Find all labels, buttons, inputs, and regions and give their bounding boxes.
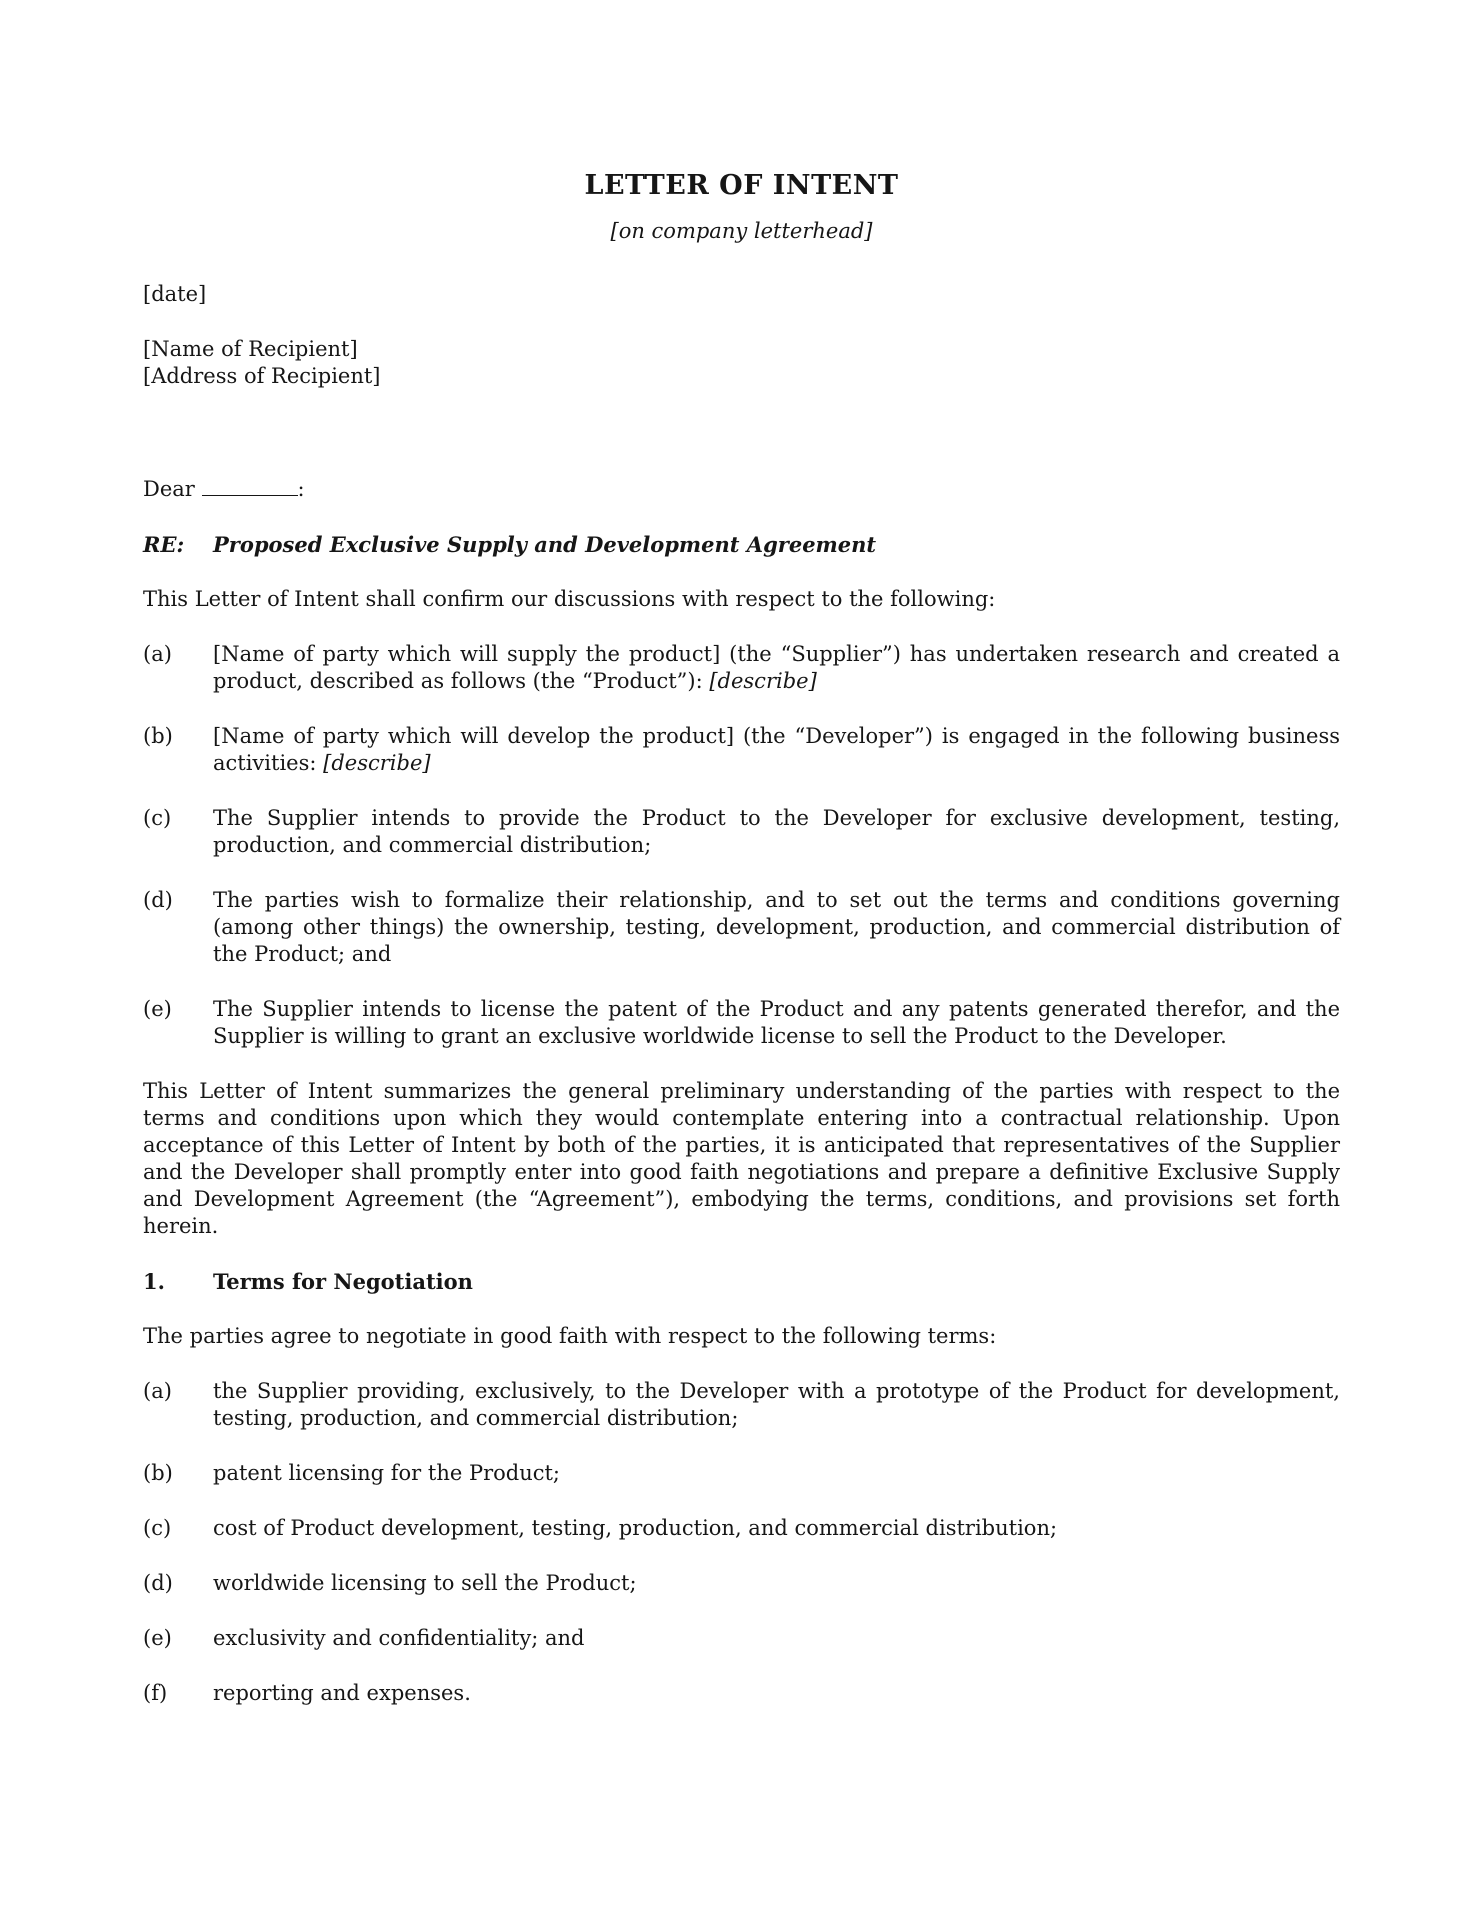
- term-text: exclusivity and confidentiality; and: [213, 1626, 585, 1650]
- document-header: [143, 170, 1340, 245]
- recital-label: (e): [143, 997, 172, 1021]
- term-label: (e): [143, 1626, 172, 1650]
- term-label: (c): [143, 1516, 172, 1540]
- term-item-e: [143, 1625, 1340, 1652]
- section-1-heading: [143, 1268, 1340, 1295]
- term-item-a: [143, 1378, 1340, 1432]
- recital-item-e: [143, 996, 1340, 1050]
- recital-label: (a): [143, 642, 172, 666]
- salutation-blank-line: [202, 474, 298, 496]
- re-label: RE:: [143, 532, 185, 557]
- intro-paragraph: This Letter of Intent shall confirm our discussions with respect to the following:: [143, 587, 996, 611]
- term-label: (a): [143, 1379, 172, 1403]
- section-number: 1.: [143, 1269, 165, 1294]
- recital-item-b: [143, 723, 1340, 777]
- letterhead-note: [on company letterhead]: [610, 219, 873, 243]
- re-line: [143, 531, 1340, 558]
- term-text: reporting and expenses.: [213, 1681, 471, 1705]
- salutation-prefix: Dear: [143, 477, 195, 501]
- term-text: worldwide licensing to sell the Product;: [213, 1571, 637, 1595]
- recital-item-a: [143, 641, 1340, 695]
- recital-body: [Name of party which will develop the product] (the “Developer”) is engaged in the following business activities:: [213, 724, 1340, 775]
- term-item-b: [143, 1460, 1340, 1487]
- term-label: (f): [143, 1681, 168, 1705]
- describe-placeholder: [describe]: [709, 669, 817, 693]
- salutation-colon: :: [297, 477, 305, 501]
- recital-text: The Supplier intends to license the patent of the Product and any patents generated therefor, and the Supplier is willing to grant an exclusive worldwide license to sell the Product to the Developer.: [213, 997, 1340, 1048]
- recital-label: (c): [143, 806, 172, 830]
- term-item-f: [143, 1680, 1340, 1707]
- term-label: (b): [143, 1461, 173, 1485]
- term-text: the Supplier providing, exclusively, to the Developer with a prototype of the Product for development, testing, production, and commercial distribution;: [213, 1379, 1340, 1430]
- recital-body: [Name of party which will supply the product] (the “Supplier”) has undertaken research and created a product, described as follows (the “Product”):: [213, 642, 1340, 693]
- document-title: LETTER OF INTENT: [584, 170, 899, 201]
- recipient-name: [Name of Recipient]: [143, 337, 358, 361]
- term-text: patent licensing for the Product;: [213, 1461, 561, 1485]
- recipient-address: [Address of Recipient]: [143, 364, 381, 388]
- re-subject: Proposed Exclusive Supply and Development Agreement: [213, 532, 877, 557]
- recital-label: (b): [143, 724, 173, 748]
- describe-placeholder: [describe]: [323, 751, 431, 775]
- term-item-d: [143, 1570, 1340, 1597]
- salutation: [143, 474, 1340, 503]
- recital-label: (d): [143, 888, 173, 912]
- recital-text: [213, 723, 1340, 777]
- date-placeholder: [date]: [143, 282, 207, 306]
- recital-text: [213, 641, 1340, 695]
- recital-text: The Supplier intends to provide the Product to the Developer for exclusive development, testing, production, and commercial distribution;: [213, 806, 1340, 857]
- summary-paragraph: This Letter of Intent summarizes the general preliminary understanding of the parties with respect to the terms and conditions upon which they would contemplate entering into a contractual relationship. Upon acceptance of this Letter of Intent by both of the parties, it is anticipated that representatives of the Supplier and the Developer shall promptly enter into good faith negotiations and prepare a definitive Exclusive Supply and Development Agreement (the “Agreement”), embodying the terms, conditions, and provisions set forth herein.: [143, 1079, 1340, 1238]
- term-label: (d): [143, 1571, 173, 1595]
- section-title: Terms for Negotiation: [213, 1269, 473, 1294]
- term-item-c: [143, 1515, 1340, 1542]
- term-text: cost of Product development, testing, production, and commercial distribution;: [213, 1516, 1058, 1540]
- recital-item-d: [143, 887, 1340, 968]
- recital-item-c: [143, 805, 1340, 859]
- recital-text: The parties wish to formalize their relationship, and to set out the terms and conditions governing (among other things) the ownership, testing, development, production, and commercial distribution of the Product; and: [213, 888, 1340, 966]
- recipient-block: [143, 336, 1340, 390]
- section-1-intro: The parties agree to negotiate in good faith with respect to the following terms:: [143, 1324, 997, 1348]
